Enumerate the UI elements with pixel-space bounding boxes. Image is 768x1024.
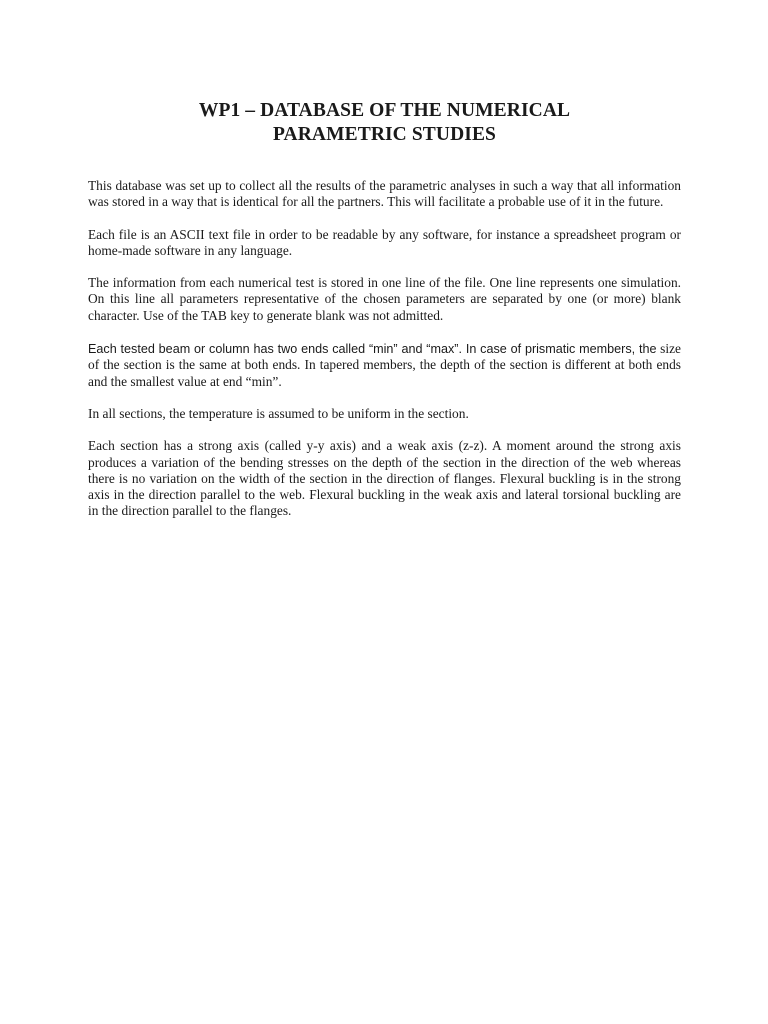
paragraph-member-ends: [88, 341, 681, 390]
page-title: [88, 99, 681, 147]
paragraph-section-axes: Each section has a strong axis (called y-y axis) and a weak axis (z-z). A moment around the strong axis produces a variation of the bending stresses on the depth of the section in the direction of the web whereas there is no variation on the width of the section in the direction of flanges. Flexural buckling is in the strong axis in the direction parallel to the web. Flexural buckling in the weak axis and lateral torsional buckling are in the direction parallel to the flanges.: [88, 438, 681, 519]
document-body: [88, 178, 681, 536]
title-line-1: WP1 – DATABASE OF THE NUMERICAL: [198, 100, 571, 121]
title-line-2: PARAMETRIC STUDIES: [272, 124, 496, 145]
paragraph-member-ends-rest: size of the section is the same at both ends. In tapered members, the depth of the section is different at both ends and the smallest value at end “min”.: [88, 341, 681, 389]
paragraph-line-structure: The information from each numerical test is stored in one line of the file. One line represents one simulation. On this line all parameters representative of the chosen parameters are separated by one (or more) blank character. Use of the TAB key to generate blank was not admitted.: [88, 275, 681, 323]
paragraph-member-ends-lead: Each tested beam or column has two ends called “min” and “max”. In case of prismatic members, the: [88, 342, 657, 357]
paragraph-temperature: In all sections, the temperature is assumed to be uniform in the section.: [88, 405, 469, 421]
paragraph-purpose: This database was set up to collect all the results of the parametric analyses in such a way that all information was stored in a way that is identical for all the partners. This will facilitate a probable use of it in the future.: [88, 178, 681, 210]
paragraph-file-format: Each file is an ASCII text file in order to be readable by any software, for instance a spreadsheet program or home-made software in any language.: [88, 226, 681, 258]
